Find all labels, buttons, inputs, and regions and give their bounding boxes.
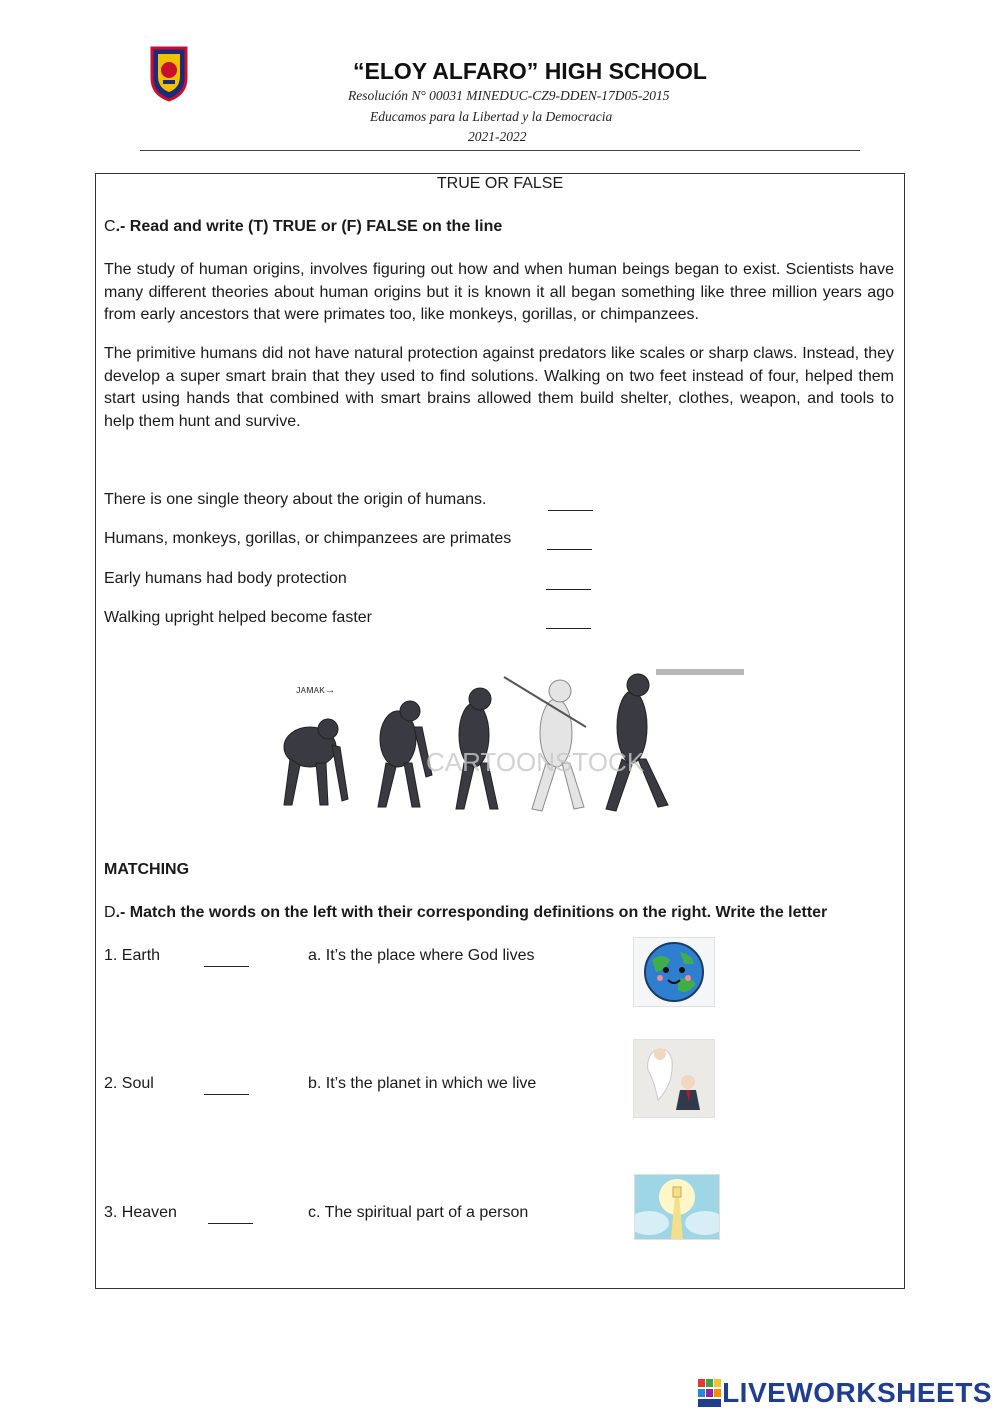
definition-c: c. The spiritual part of a person [308,1204,529,1221]
matching-term-earth: 1. Earth [104,947,161,964]
true-false-title: TRUE OR FALSE [436,175,564,192]
answer-blank-2[interactable] [547,535,592,550]
matching-blank-1[interactable] [204,952,249,967]
answer-blank-3[interactable] [546,575,591,590]
reading-paragraph-1: The study of human origins, involves figuring out how and when human beings began to exist. Scientists have many different theories about human origins but it is known it all began something like three million years ago from early ancestors that were primates too, like monkeys, gorillas, or chimpanzees. [104,261,894,323]
instruction-d [104,904,827,922]
earth-cartoon-image [633,937,715,1007]
answer-blank-1[interactable] [548,496,593,511]
matching-heading: MATCHING [104,861,190,878]
instruction-c-text: .- Read and write (T) TRUE or (F) FALSE on the line [115,218,503,235]
school-year: 2021-2022 [468,129,527,144]
liveworksheets-logo [698,1376,992,1410]
statement-1: There is one single theory about the origin of humans. [104,491,487,508]
header-divider [140,150,860,151]
image-watermark: CARTOONSTOCK [426,747,645,777]
statement-3: Early humans had body protection [104,570,347,587]
instruction-c-letter: C [104,218,116,235]
matching-blank-2[interactable] [204,1080,249,1095]
answer-blank-4[interactable] [546,614,591,629]
instruction-d-text: .- Match the words on the left with their corresponding definitions on the right. Write the letter [115,904,828,921]
liveworksheets-icon [698,1379,722,1407]
svg-text:ᴊᴀᴍᴀᴋ→: ᴊᴀᴍᴀᴋ→ [296,684,336,696]
definition-b: b. It’s the planet in which we live [308,1075,537,1092]
school-crest-logo [146,44,192,102]
matching-blank-3[interactable] [208,1209,253,1224]
heaven-cartoon-image [634,1174,720,1240]
matching-term-heaven: 3. Heaven [104,1204,177,1221]
statement-4: Walking upright helped become faster [104,609,372,626]
resolution-line: Resolución N° 00031 MINEDUC-CZ9-DDEN-17D05-2015 [348,88,670,103]
statement-2: Humans, monkeys, gorillas, or chimpanzees are primates [104,530,512,547]
soul-cartoon-image [633,1039,715,1118]
instruction-c [104,218,502,236]
instruction-d-letter: D [104,904,116,921]
definition-a: a. It’s the place where God lives [308,947,535,964]
matching-term-soul: 2. Soul [104,1075,154,1092]
reading-paragraph-2: The primitive humans did not have natural protection against predators like scales or sharp claws. Instead, they develop a super smart brain that they used to find solutions. Walking on two feet instead of four, helped them start using hands that combined with smart brains allowed them build shelter, clothes, weapon, and tools to help them hunt and survive. [104,345,894,430]
liveworksheets-text: LIVEWORKSHEETS [722,1377,992,1408]
school-name: “ELOY ALFARO” HIGH SCHOOL [353,58,707,84]
human-evolution-illustration [276,667,746,817]
motto: Educamos para la Libertad y la Democracia [370,109,613,124]
